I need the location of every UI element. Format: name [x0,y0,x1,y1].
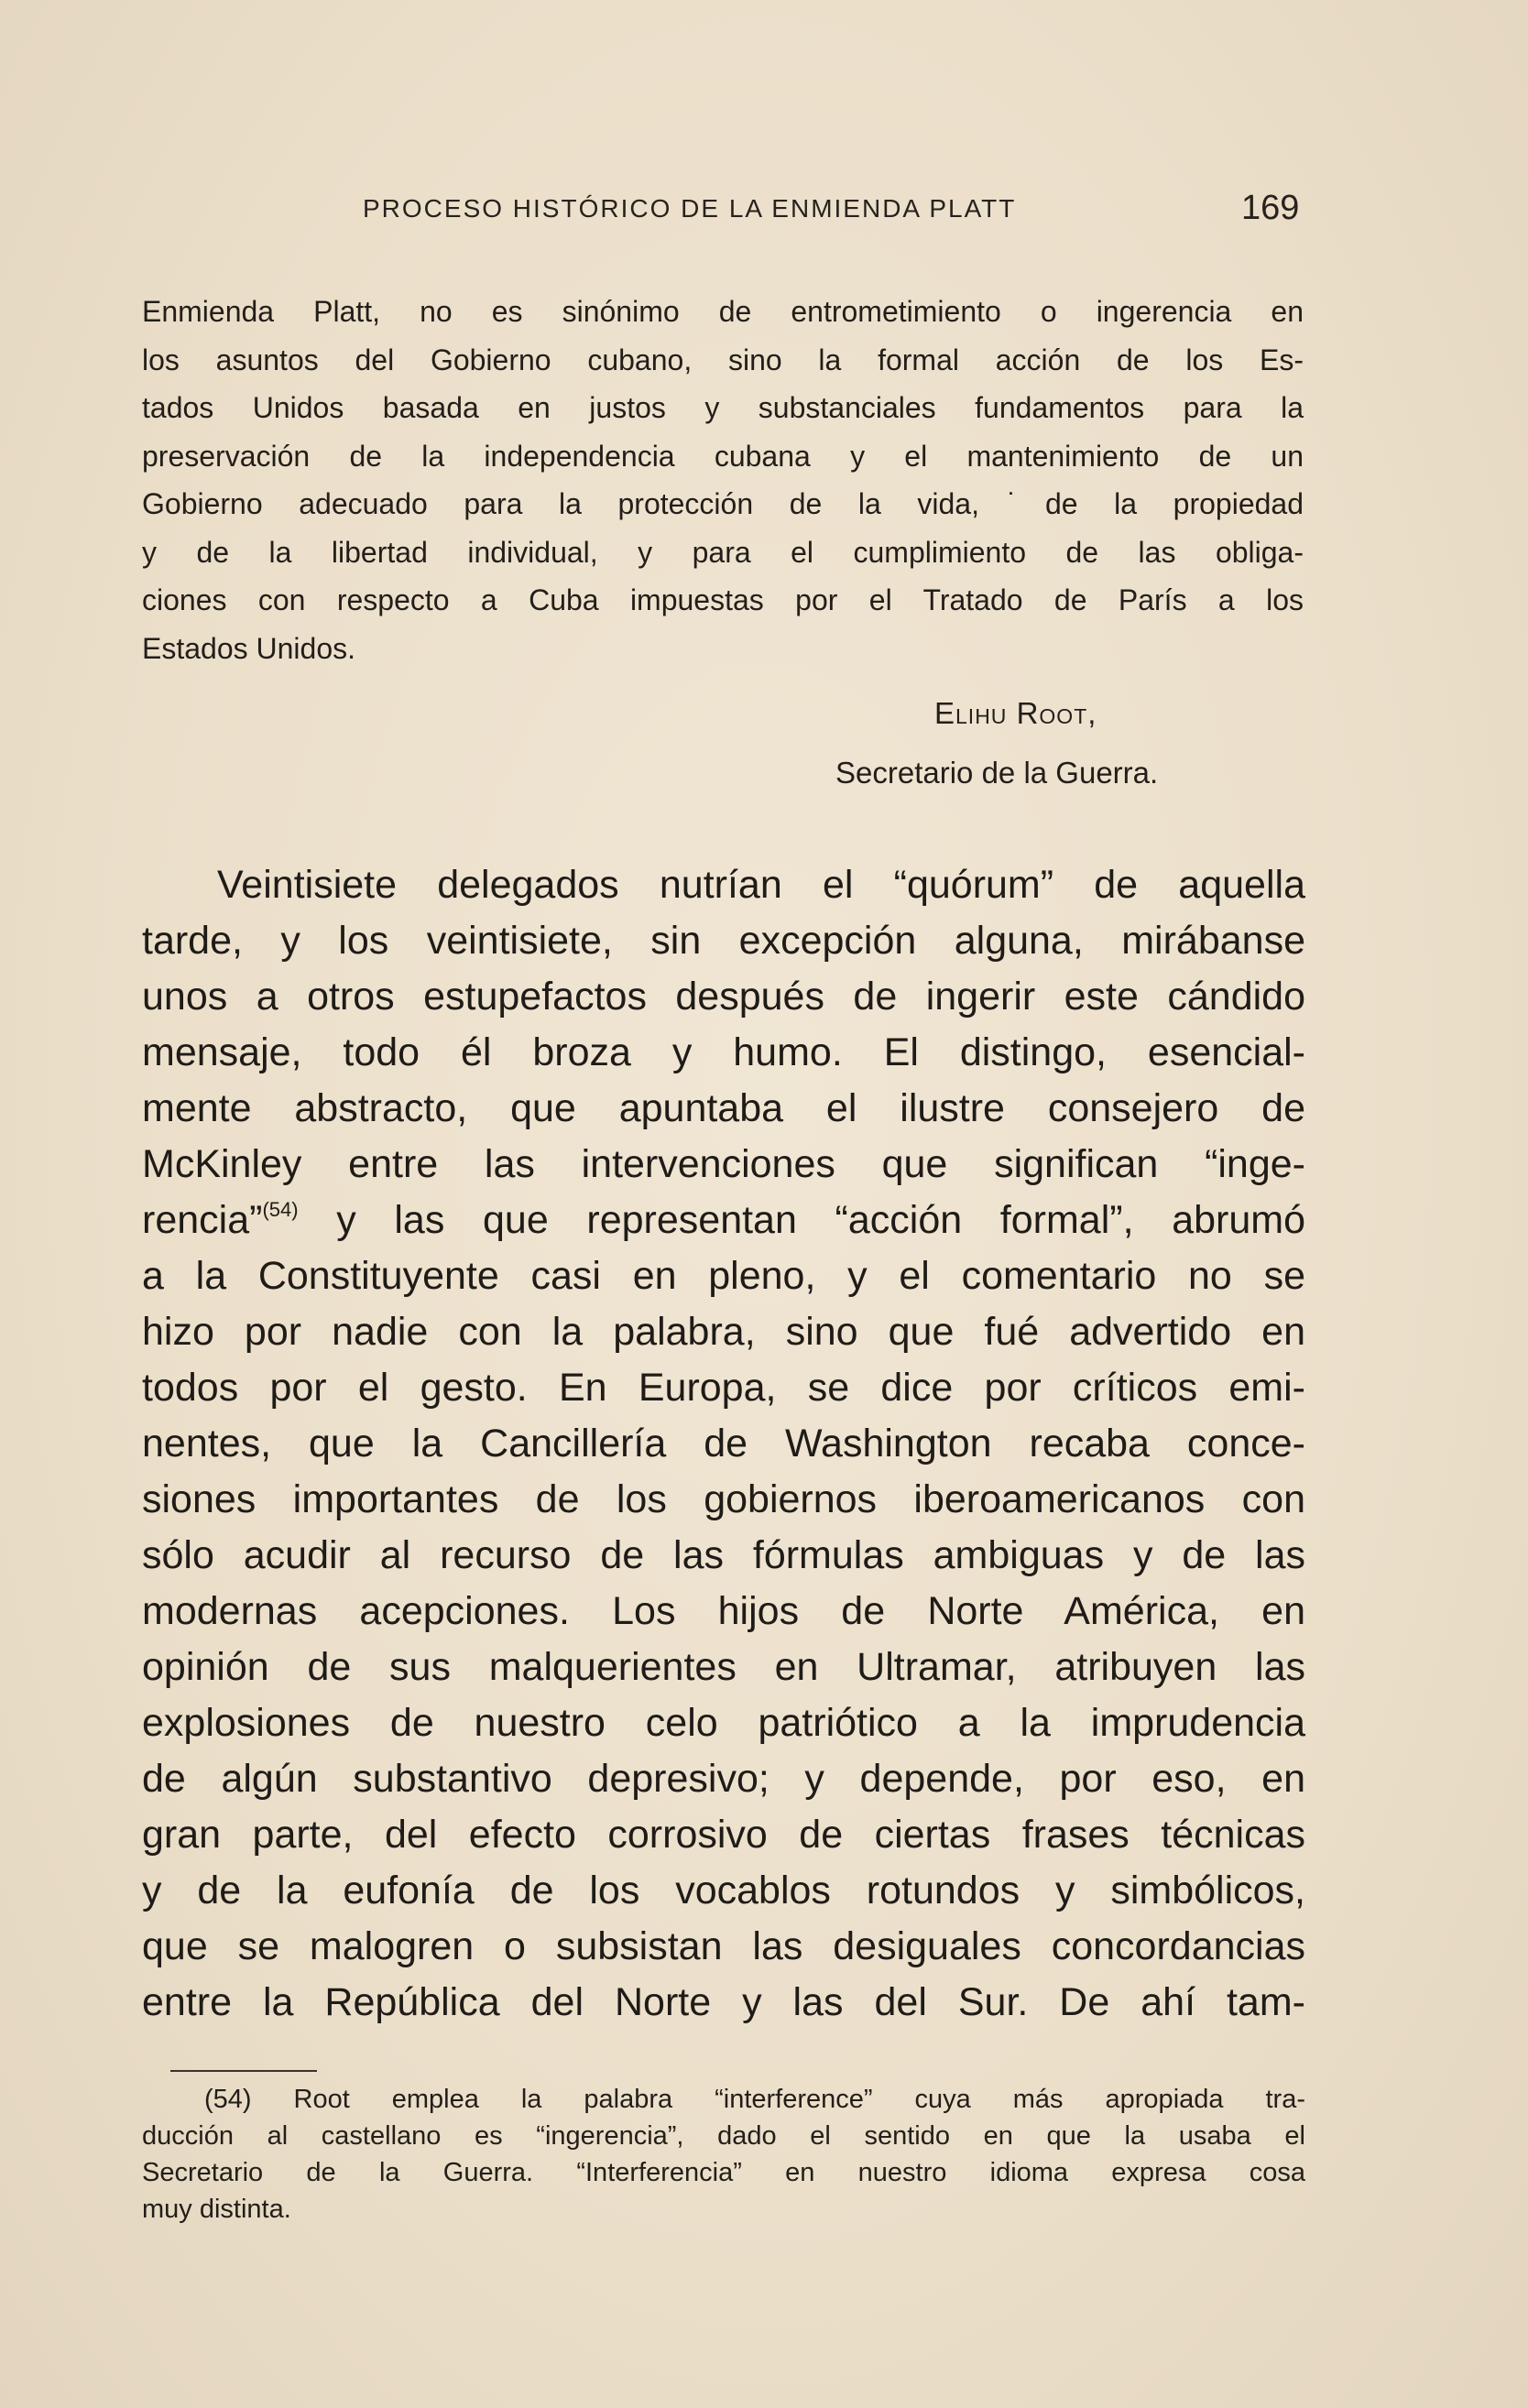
paragraph-line: que se malogren o subsistan las desiguales concordancias [142,1924,1305,1968]
quote-line: ciones con respecto a Cuba impuestas por el Tratado de París a los [142,583,1304,616]
footnote-line: (54) Root emplea la palabra “interference” cuya más apropiada tra- [204,2085,1305,2114]
paragraph-line: mente abstracto, que apuntaba el ilustre consejero de [142,1086,1305,1130]
footnote-reference[interactable]: (54) [262,1198,299,1221]
page-number: 169 [1241,189,1300,227]
paragraph-line: unos a otros estupefactos después de ingerir este cándido [142,975,1305,1019]
footnote-divider [170,2070,317,2072]
paragraph-line [142,1193,1305,1248]
paragraph-line: gran parte, del efecto corrosivo de ciertas frases técnicas [142,1813,1305,1857]
paragraph-line: opinión de sus malquerientes en Ultramar, atribuyen las [142,1645,1305,1689]
quote-line: Gobierno adecuado para la protección de la vida,˙de la propiedad [142,487,1304,520]
paragraph-line: sólo acudir al recurso de las fórmulas ambiguas y de las [142,1533,1305,1577]
body-paragraph [142,857,1305,2031]
paragraph-line: mensaje, todo él broza y humo. El distingo, esencial- [142,1030,1305,1074]
quote-line: preservación de la independencia cubana y el mantenimiento de un [142,439,1304,473]
paragraph-line: a la Constituyente casi en pleno, y el comentario no se [142,1254,1305,1298]
paragraph-line: McKinley entre las intervenciones que significan “inge- [142,1142,1305,1186]
running-head-title: PROCESO HISTÓRICO DE LA ENMIENDA PLATT [363,194,1017,223]
line-text: rencia” [142,1198,263,1242]
footnote-line: Secretario de la Guerra. “Interferencia” en nuestro idioma expresa cosa [142,2158,1305,2187]
paragraph-line: Veintisiete delegados nutrían el “quórum” de aquella [217,863,1305,907]
paragraph-line: todos por el gesto. En Europa, se dice por críticos emi- [142,1366,1305,1410]
footnote [142,2081,1305,2228]
paragraph-line: entre la República del Norte y las del Sur. De ahí tam- [142,1980,1305,2024]
signature-name: Elihu Root, [934,696,1097,730]
paragraph-line: nentes, que la Cancillería de Washington recaba conce- [142,1422,1305,1466]
quote-line: los asuntos del Gobierno cubano, sino la formal acción de los Es- [142,343,1304,376]
paragraph-line: siones importantes de los gobiernos iberoamericanos con [142,1477,1305,1521]
signature-title: Secretario de la Guerra. [835,756,1159,790]
paragraph-line: tarde, y los veintisiete, sin excepción alguna, mirábanse [142,919,1305,963]
footnote-line: ducción al castellano es “ingerencia”, dado el sentido en que la usaba el [142,2121,1305,2151]
paragraph-line: explosiones de nuestro celo patriótico a la imprudencia [142,1701,1305,1745]
quote-line: y de la libertad individual, y para el cumplimiento de las obliga- [142,535,1304,569]
paragraph-line: de algún substantivo depresivo; y depende, por eso, en [142,1757,1305,1801]
paragraph-line: y de la eufonía de los vocablos rotundos y simbólicos, [142,1869,1305,1912]
paragraph-line: hizo por nadie con la palabra, sino que fué advertido en [142,1310,1305,1354]
paragraph-line: modernas acepciones. Los hijos de Norte América, en [142,1589,1305,1633]
quote-line: tados Unidos basada en justos y substanciales fundamentos para la [142,391,1304,424]
quote-line: Estados Unidos. [142,631,356,665]
quote-line: Enmienda Platt, no es sinónimo de entrometimiento o ingerencia en [142,295,1304,328]
line-text: y las que representan “acción formal”, abrumó [298,1198,1305,1242]
footnote-line: muy distinta. [142,2195,291,2224]
quoted-message [142,288,1304,672]
